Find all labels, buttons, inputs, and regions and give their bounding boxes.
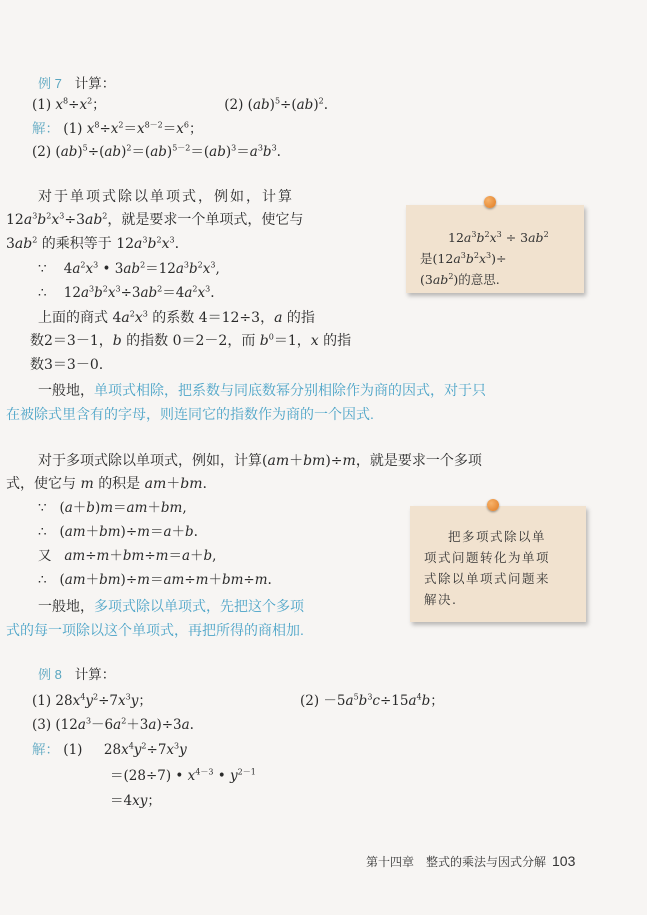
paragraph-text: 的系数 4＝12÷3， <box>152 310 275 326</box>
paragraph-text: 的指 <box>286 310 315 326</box>
rule-2-line-1 <box>38 596 304 617</box>
pushpin-icon <box>484 196 496 208</box>
pushpin-icon <box>487 499 499 511</box>
rule-2-line-2 <box>6 620 304 641</box>
paragraph-text: 的积是 <box>98 476 141 492</box>
paragraph-text: 数2＝3－1， <box>30 333 113 349</box>
rule-lead: 一般地， <box>38 383 94 399</box>
therefore-symbol: ∴ <box>38 285 47 301</box>
problem-number: (1) <box>63 121 83 137</box>
problem-number: (1) <box>32 693 52 709</box>
example-8-solution-step-2: ＝(28÷7) • $x^{4-3}$ • $y^{2-1}$ <box>110 767 256 784</box>
example-8-problem-2: $(2) -5a^5b^3c\div 15a^4b$； <box>300 692 444 709</box>
problem-number: (2) <box>300 693 320 709</box>
paragraph-text: 对于单项式除以单项式，例如，计算 <box>38 189 294 205</box>
para-1-line-3: $3ab^2$ 的乘积等于 $12a^3b^2x^3$. <box>6 235 180 252</box>
page-number: 103 <box>552 853 576 869</box>
note-line: 式除以单项式问题来 <box>424 571 551 586</box>
sticky-note-1 <box>406 205 584 293</box>
solution-label: 解： <box>32 742 59 757</box>
also-word: 又 <box>38 548 52 564</box>
para-2-also: 又 am÷m＋bm÷m＝a＋b, <box>38 548 217 564</box>
paragraph-text: ，就是要求一个单项式，使它与 <box>107 212 304 228</box>
para-2-because: ∵ (a＋b)m＝am＋bm, <box>38 500 187 516</box>
note-text: 的意思. <box>458 272 500 287</box>
para-1-line-8 <box>30 355 103 375</box>
paragraph-text: 数3＝3－0. <box>30 357 104 373</box>
example-8-solution-1: 解： (1) $28x^4y^2\div 7x^3y$ <box>32 741 187 758</box>
note-line: 解决. <box>424 592 458 607</box>
note-line: 项式问题转化为单项 <box>424 550 551 565</box>
para-1-line-2: $12a^3b^2x^3\div 3ab^2$，就是要求一个单项式，使它与 <box>6 211 304 228</box>
solution-label: 解： <box>32 121 59 136</box>
sticky-note-2 <box>410 506 586 622</box>
note-text: 是 <box>420 251 433 266</box>
problem-number: (2) <box>224 97 244 113</box>
because-symbol: ∵ <box>38 500 47 516</box>
paragraph-text: ，就是要求一个多项 <box>355 453 482 469</box>
para-1-line-6: 上面的商式 $4a^2x^3$ 的系数 4＝12÷3，a 的指 <box>38 309 315 326</box>
paragraph-text: 对于多项式除以单项式，例如，计算 <box>38 453 262 469</box>
example-8-heading <box>38 665 115 685</box>
example-8-problem-3: (3) $(12a^3-6a^2+3a)\div 3a$. <box>32 716 194 733</box>
paragraph-text: 的指数 0＝2－2，而 <box>126 333 256 349</box>
note-line: $12a^3b^2x^3 \div 3ab^2$ <box>448 229 549 245</box>
problem-number: (1) <box>32 97 52 113</box>
note-line: $(3ab^2)$的意思. <box>420 271 500 287</box>
paragraph-text: ＝1， <box>273 333 311 349</box>
paragraph-text: 的指 <box>323 333 352 349</box>
example-7-heading <box>38 74 115 94</box>
example-7-solution-1: 解： (1) $x^8\div x^2=x^{8-2}=x^6$； <box>32 120 203 137</box>
para-1-line-7: 数2＝3－1，b 的指数 0＝2－2，而 $b^0=1$，x 的指 <box>30 332 352 349</box>
para-1-because: ∵ $4a^2x^3$ • $3ab^2=12a^3b^2x^3$, <box>38 260 220 277</box>
paragraph-text: 的乘积等于 <box>41 236 112 252</box>
example-8-problems-row-1: (1) $28x^4y^2\div 7x^3y$； <box>32 692 152 709</box>
para-2-line-1: 对于多项式除以单项式，例如，计算(am＋bm)÷m，就是要求一个多项 <box>38 453 482 469</box>
note-line: 把多项式除以单 <box>448 529 547 544</box>
rule-text: 式的每一项除以这个单项式，再把所得的商相加. <box>6 622 304 638</box>
rule-text: 多项式除以单项式，先把这个多项 <box>94 598 304 614</box>
rule-1-line-1 <box>38 380 486 401</box>
page-footer <box>366 853 575 870</box>
para-2-line-2: 式，使它与 m 的积是 am＋bm. <box>6 476 207 492</box>
problem-number: (1) <box>63 742 83 758</box>
rule-text: 单项式相除，把系数与同底数幂分别相除作为商的因式，对于只 <box>94 382 486 398</box>
example-8-solution-step-3: ＝4xy； <box>110 793 161 809</box>
example-label: 例 8 <box>38 667 62 682</box>
example-7-problems: (1) $x^8\div x^2$； (2) (ab)$^5$÷(ab)$^2$. <box>32 96 328 113</box>
problem-number: (3) <box>32 717 52 733</box>
para-1-line-1 <box>38 187 294 207</box>
para-1-therefore: ∴ $12a^3b^2x^3\div 3ab^2=4a^2x^3$. <box>38 284 215 301</box>
therefore-symbol: ∴ <box>38 524 47 540</box>
example-7-solution-2: (2) $(ab)^5\div(ab)^2=(ab)^{5-2}=(ab)^3=a^3b^3$. <box>32 143 281 160</box>
paragraph-text: 上面的商式 <box>38 310 108 326</box>
rule-1-line-2 <box>6 404 374 425</box>
task-label: 计算： <box>74 76 116 92</box>
example-label: 例 7 <box>38 76 62 91</box>
rule-lead: 一般地， <box>38 599 94 615</box>
note-line: 是$(12a^3b^2x^3)\div$ <box>420 250 507 266</box>
para-2-therefore-1: ∴ (am＋bm)÷m＝a＋b. <box>38 524 198 540</box>
para-2-therefore-2: ∴ (am＋bm)÷m＝am÷m＋bm÷m. <box>38 572 272 588</box>
therefore-symbol: ∴ <box>38 572 47 588</box>
task-label: 计算： <box>74 667 116 683</box>
chapter-title: 第十四章 整式的乘法与因式分解 <box>366 855 547 869</box>
because-symbol: ∵ <box>38 261 47 277</box>
problem-number: (2) <box>32 144 52 160</box>
rule-text: 在被除式里含有的字母，则连同它的指数作为商的一个因式. <box>6 406 374 422</box>
paragraph-text: 式，使它与 <box>6 476 76 492</box>
